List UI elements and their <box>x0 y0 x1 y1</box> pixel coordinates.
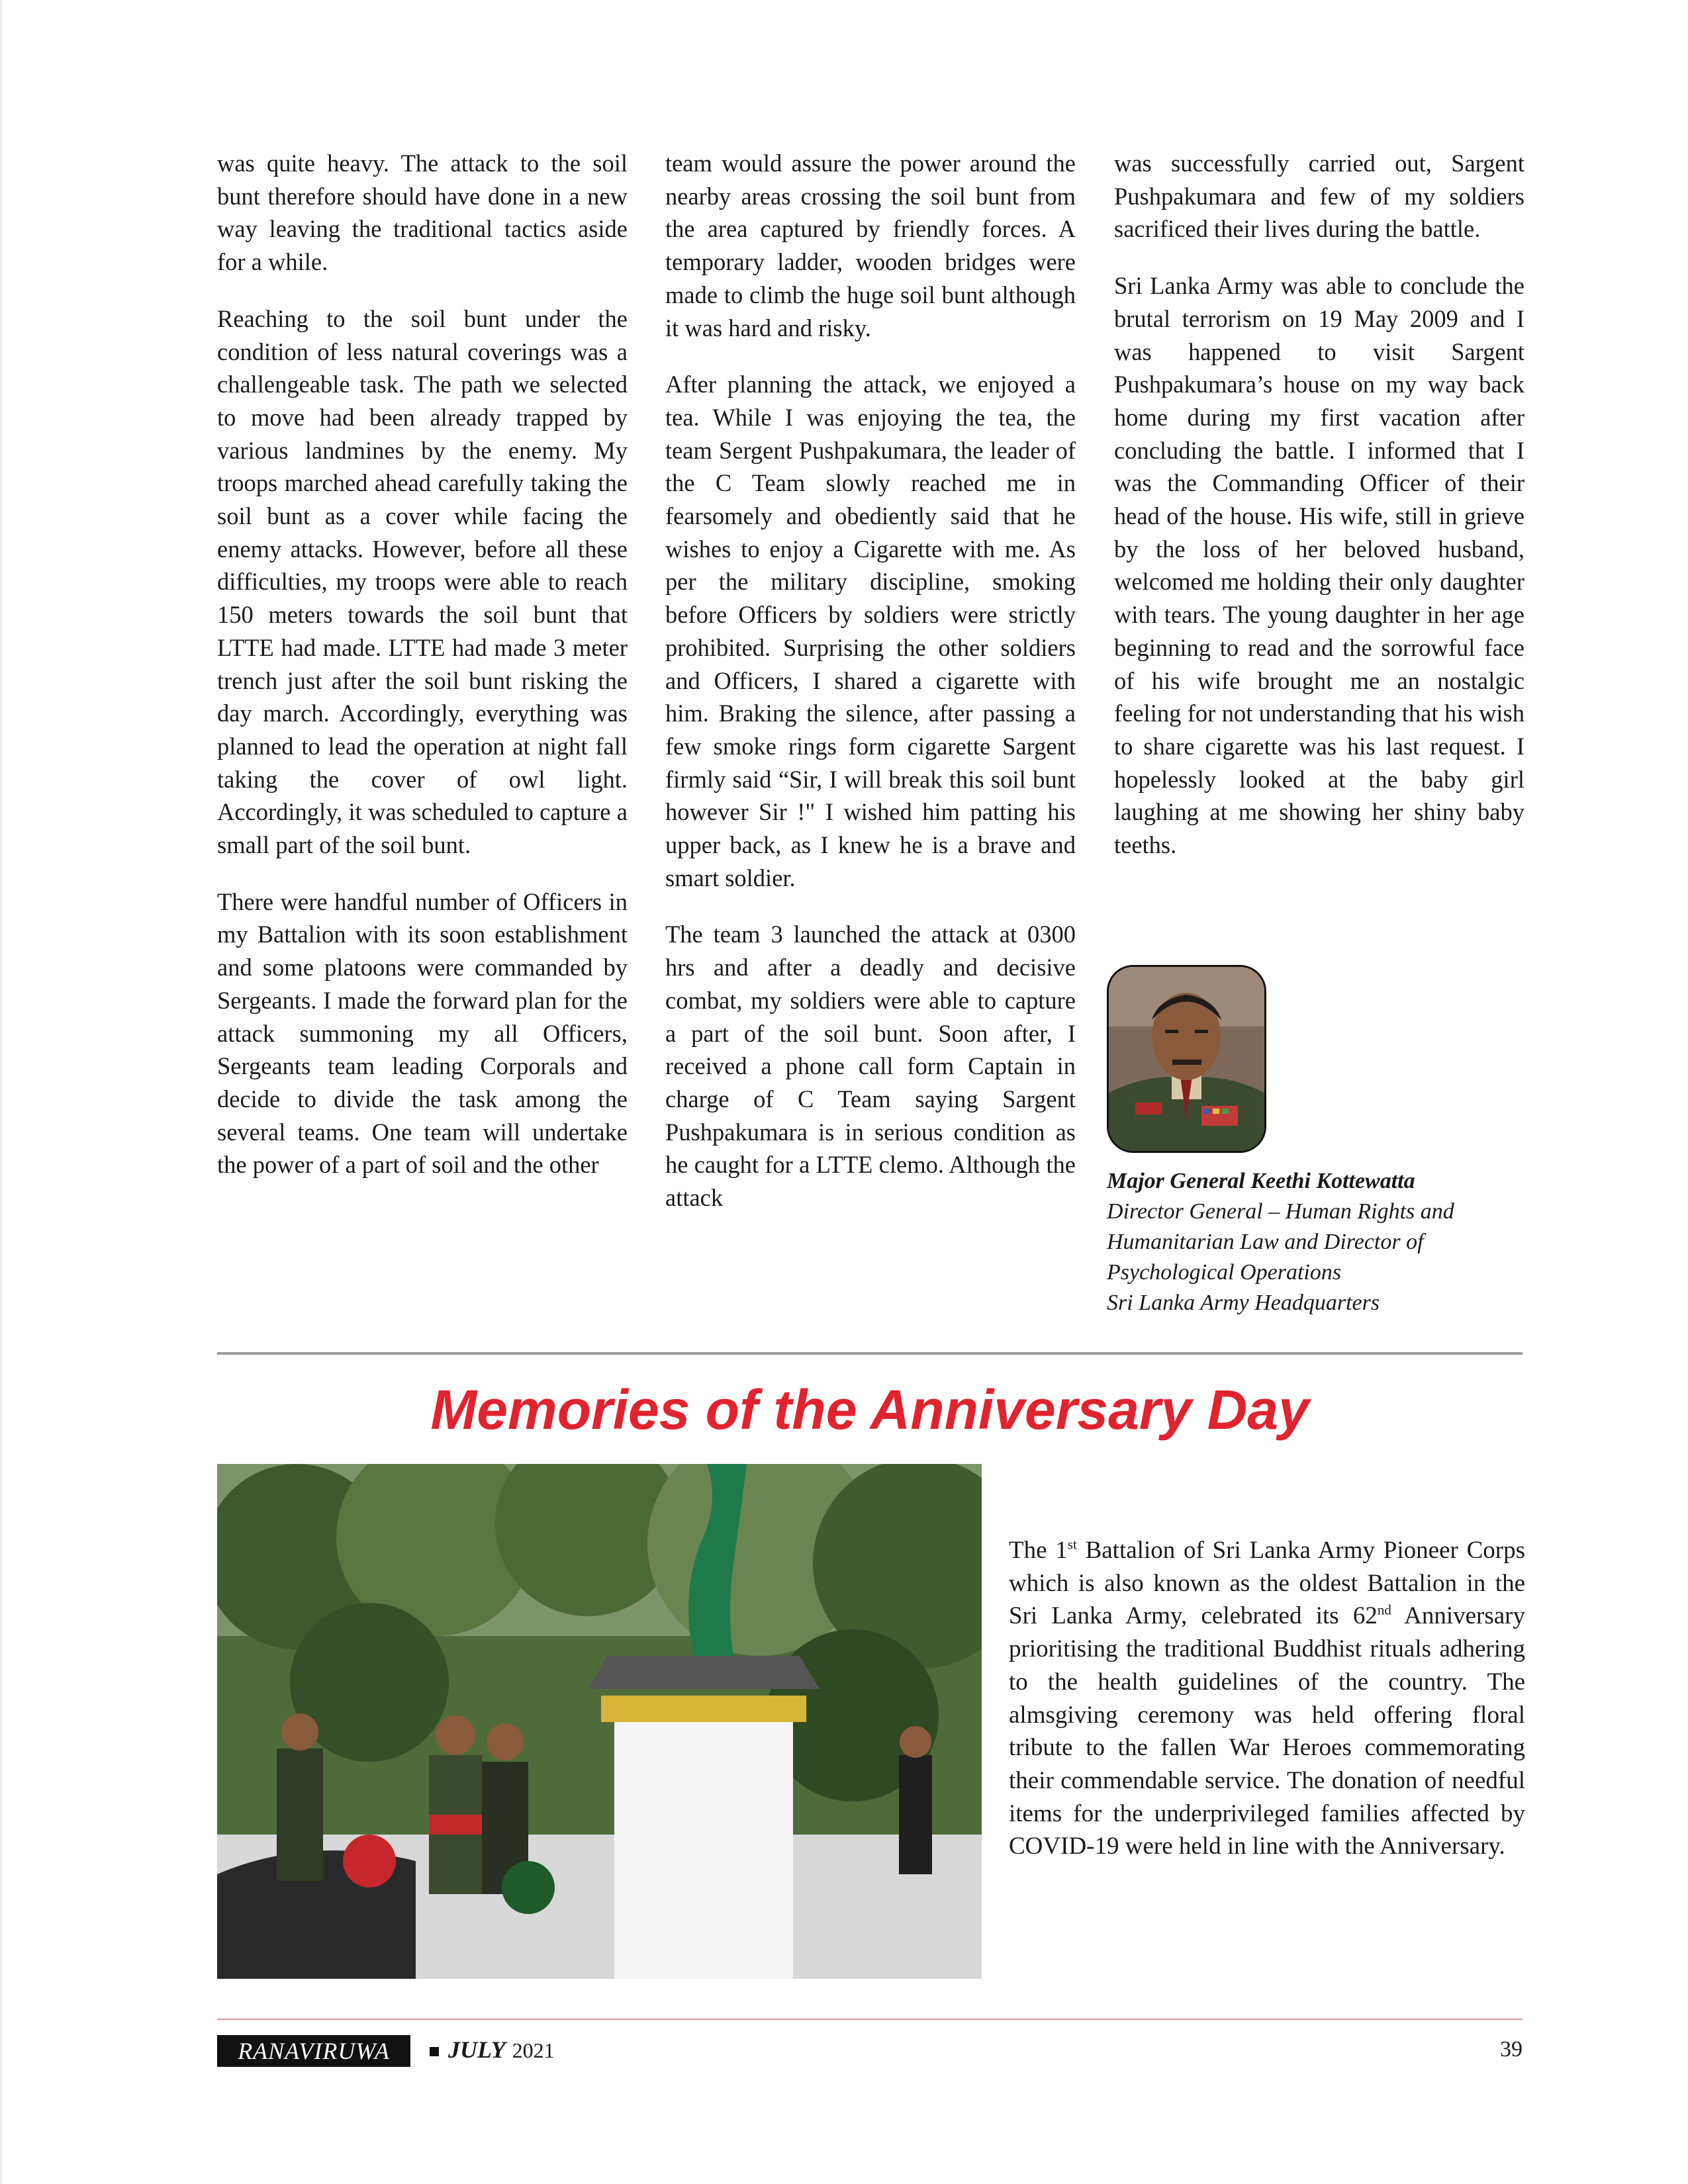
anniversary-story <box>1009 1534 1525 1863</box>
author-title-line: Director General – Human Rights and <box>1107 1199 1454 1224</box>
paragraph: The team 3 launched the attack at 0300 hrs and after a deadly and decisive combat, my soldiers were able to capture a part of the soil bunt. Soon after, I received a phone call form Captain in charge of C Team saying Sargent Pushpakumara is in serious condition as he caught for a LTTE clemo. Although the attack <box>665 921 1076 1212</box>
issue-date <box>448 2033 555 2067</box>
paragraph: was quite heavy. The attack to the soil bunt therefore should have done in a new way leaving the traditional tactics aside for a while. <box>217 150 628 276</box>
paragraph: Sri Lanka Army was able to conclude the brutal terrorism on 19 May 2009 and I was happened to visit Sargent Pushpakumara’s house on my way back home during my first vacation after concluding the battle. I informed that I was the Commanding Officer of their head of the house. His wife, still in grieve by the loss of her beloved husband, welcomed me holding their only daughter with tears. The young daughter in her age beginning to read and the sorrowful face of his wife brought me an nostalgic feeling for not understanding that his wish to share cigarette was his last request. I hopelessly looked at the baby girl laughing at me showing her shiny baby teeths. <box>1114 272 1524 859</box>
ordinal-suffix: nd <box>1377 1602 1391 1619</box>
paragraph: was successfully carried out, Sargent Pushpakumara and few of my soldiers sacrificed their lives during the battle. <box>1114 150 1524 243</box>
section-headline: Memories of the Anniversary Day <box>430 1379 1309 1441</box>
story-text: The 1 <box>1009 1537 1068 1564</box>
article-column-1 <box>217 147 628 1205</box>
author-title-line: Humanitarian Law and Director of <box>1107 1230 1424 1254</box>
ordinal-suffix: st <box>1067 1536 1077 1553</box>
ceremony-image <box>217 1464 982 1979</box>
paragraph: After planning the attack, we enjoyed a tea. While I was enjoying the tea, the team Sergent Pushpakumara, the leader of the C Team slowly reached me in fearsomely and obediently said that he wishes to enjoy a Cigarette with me. As per the military discipline, smoking before Officers by soldiers were strictly prohibited. Surprising the other soldiers and Officers, I shared a cigarette with him. Braking the silence, after passing a few smoke rings form cigarette Sargent firmly said “Sir, I will break this soil bunt however Sir !" I wished him patting his upper back, as I knew he is a brave and smart soldier. <box>665 371 1076 891</box>
author-caption <box>1107 1166 1530 1318</box>
page-edge <box>0 0 2 2184</box>
story-text: Anniversary prioritising the traditional Buddhist rituals adhering to the health guidelines of the country. The almsgiving ceremony was held offering floral tribute to the fallen War Heroes commemorating their commendable service. The donation of needful items for the underprivileged families affected by COVID-19 were held in line with the Anniversary. <box>1009 1602 1525 1860</box>
author-title-line: Sri Lanka Army Headquarters <box>1107 1291 1380 1315</box>
anniversary-photo <box>217 1464 982 1979</box>
bullet-icon <box>430 2047 439 2056</box>
page-number: 39 <box>1500 2037 1523 2062</box>
article-column-3 <box>1114 147 1524 886</box>
portrait-image <box>1109 967 1264 1151</box>
author-title-line: Psychological Operations <box>1107 1260 1342 1285</box>
section-divider <box>217 1352 1523 1355</box>
story-text: Battalion of Sri Lanka Army Pioneer Corps which is also known as the oldest Battalion in the Sri Lanka Army, celebrated its 62 <box>1009 1537 1525 1630</box>
issue-year: 2021 <box>512 2038 555 2062</box>
magazine-name: RANAVIRUWA <box>217 2035 410 2067</box>
author-portrait <box>1107 965 1266 1153</box>
paragraph: Reaching to the soil bunt under the condition of less natural coverings was a challengeable task. The path we selected to move had been already trapped by various landmines by the enemy. My troops marched ahead carefully taking the soil bunt as a cover while facing the enemy attacks. However, before all these difficulties, my troops were able to reach 150 meters towards the soil bunt that LTTE had made. LTTE had made 3 meter trench just after the soil bunt risking the day march. Accordingly, everything was planned to lead the operation at night fall taking the cover of owl light. Accordingly, it was scheduled to capture a small part of the soil bunt. <box>217 304 628 859</box>
article-column-2 <box>665 147 1076 1238</box>
issue-month: JULY <box>448 2036 506 2063</box>
footer-divider <box>217 2019 1523 2020</box>
paragraph: team would assure the power around the nearby areas crossing the soil bunt from the area captured by friendly forces. A temporary ladder, wooden bridges were made to climb the huge soil bunt although it was hard and risky. <box>665 150 1076 341</box>
paragraph: There were handful number of Officers in my Battalion with its soon establishment and some platoons were commanded by Sergeants. I made the forward plan for the attack summoning my all Officers, Sergeants team leading Corporals and decide to divide the task among the several teams. One team will undertake the power of a part of soil and the other <box>217 887 628 1179</box>
author-name: Major General Keethi Kottewatta <box>1107 1169 1415 1193</box>
